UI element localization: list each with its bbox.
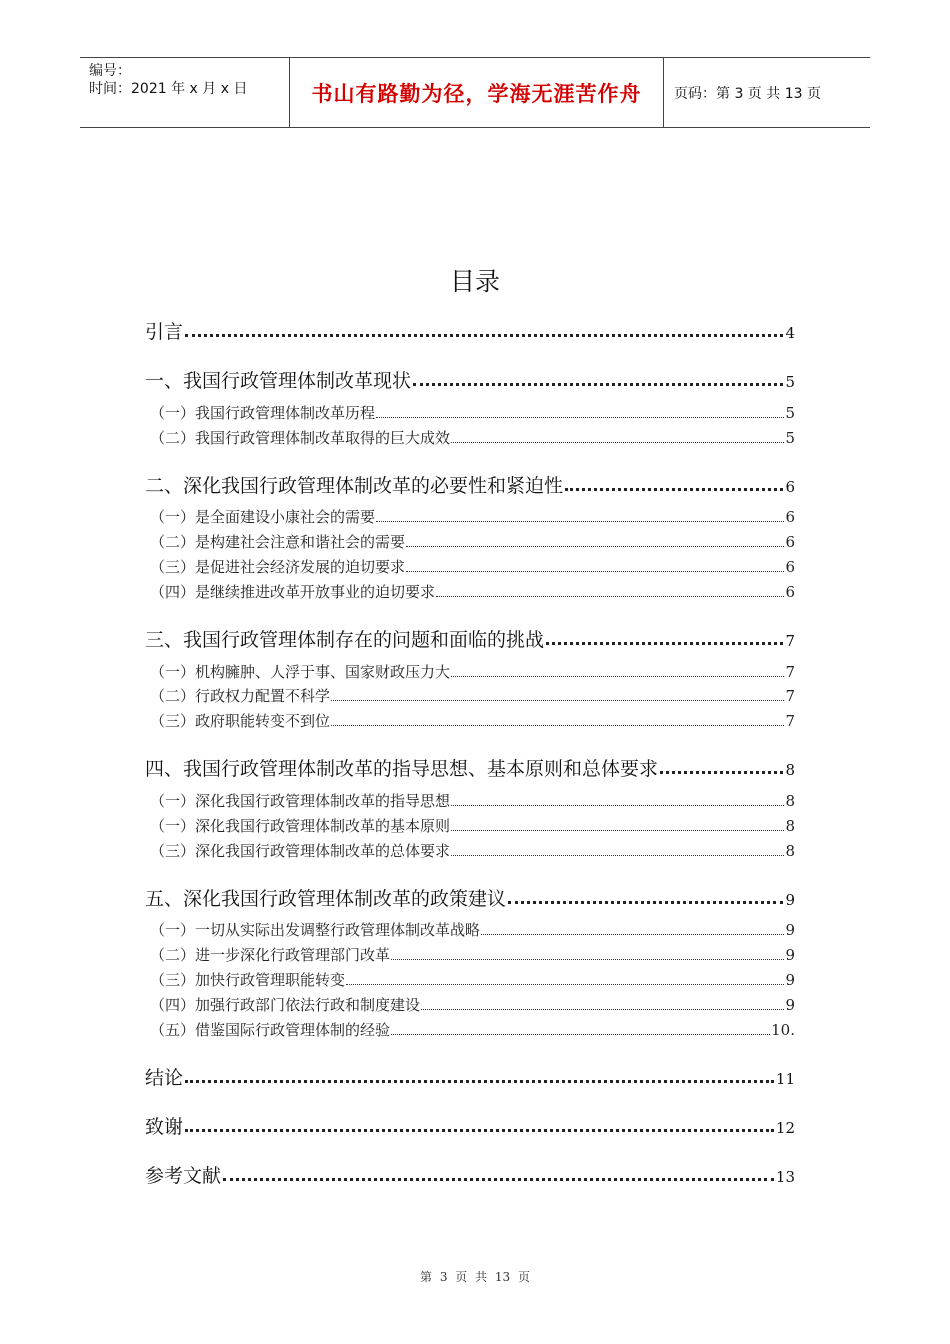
toc-subentry-page: 8: [785, 816, 795, 835]
toc-subentry[interactable]: [145, 787, 795, 812]
dot-leader: [451, 804, 784, 806]
dot-leader: [223, 1177, 774, 1181]
dot-leader: [391, 1033, 770, 1035]
toc-subentry[interactable]: [145, 812, 795, 837]
toc-subentry-label: （三）加快行政管理职能转变: [150, 970, 346, 989]
toc-entry-page: 5: [785, 373, 795, 391]
toc-subentry-page: 6: [785, 557, 795, 576]
toc-subsection-group: [145, 399, 795, 449]
toc-subentry-label: （三）深化我国行政管理体制改革的总体要求: [150, 841, 451, 860]
toc-entry-page: 4: [785, 324, 795, 342]
toc-subentry-label: （二）进一步深化行政管理部门改革: [150, 946, 391, 965]
toc-entry-page: 7: [785, 631, 795, 650]
toc-subentry[interactable]: [145, 991, 795, 1016]
toc-subsection-group: [145, 658, 795, 732]
toc-subentry-page: 5: [785, 403, 795, 422]
toc-subentry[interactable]: [145, 504, 795, 529]
toc-subentry[interactable]: [145, 966, 795, 991]
dot-leader: [406, 545, 784, 547]
dot-leader: [376, 416, 784, 418]
toc-entry[interactable]: [145, 1158, 795, 1188]
toc-subentry-label: （一）我国行政管理体制改革历程: [150, 403, 376, 422]
toc-subentry-label: （一）机构臃肿、人浮于事、国家财政压力大: [150, 662, 451, 681]
toc-subentry-label: （二）我国行政管理体制改革取得的巨大成效: [150, 428, 451, 447]
dot-leader: [421, 1008, 784, 1010]
toc-subentry[interactable]: [145, 424, 795, 449]
dot-leader: [346, 983, 784, 985]
toc-subentry-page: 6: [785, 533, 795, 552]
toc-subentry-label: （三）政府职能转变不到位: [150, 712, 331, 731]
toc-subentry-label: （二）是构建社会注意和谐社会的需要: [150, 533, 406, 552]
toc-entry[interactable]: [145, 751, 795, 781]
dot-leader: [391, 958, 784, 960]
dot-leader: [331, 699, 784, 701]
header-meta: [80, 58, 290, 127]
toc-subentry-page: 8: [785, 791, 795, 810]
toc-subentry-page: 7: [785, 712, 795, 731]
toc-subentry-page: 6: [785, 508, 795, 527]
toc-subentry-label: （一）是全面建设小康社会的需要: [150, 508, 376, 527]
toc-subentry[interactable]: [145, 1016, 795, 1041]
toc-subentry-label: （四）是继续推进改革开放事业的迫切要求: [150, 582, 436, 601]
toc-subentry[interactable]: [145, 917, 795, 942]
toc-subsection-group: [145, 787, 795, 861]
dot-leader: [451, 441, 784, 443]
toc-subentry[interactable]: [145, 707, 795, 732]
toc-entry-page: 8: [785, 761, 795, 780]
toc-entry-label: 三、我国行政管理体制存在的问题和面临的挑战: [145, 628, 545, 651]
toc-subentry[interactable]: [145, 528, 795, 553]
toc-entry-page: 13: [775, 1167, 795, 1186]
toc-entry-label: 结论: [145, 1066, 184, 1089]
toc-subentry[interactable]: [145, 578, 795, 603]
dot-leader: [546, 641, 783, 645]
toc-entry-label: 二、深化我国行政管理体制改革的必要性和紧迫性: [145, 474, 564, 497]
toc-entry-page: 12: [775, 1118, 795, 1137]
toc-entry[interactable]: [145, 363, 795, 393]
toc-subentry-label: （五）借鉴国际行政管理体制的经验: [150, 1020, 391, 1039]
document-header: [80, 57, 870, 128]
toc-entry-page: 9: [785, 890, 795, 909]
dot-leader: [331, 724, 784, 726]
toc-title: 目录: [449, 267, 500, 296]
toc-subentry-label: （二）行政权力配置不科学: [150, 687, 331, 706]
dot-leader: [508, 900, 783, 904]
toc-subentry-label: （四）加强行政部门依法行政和制度建设: [150, 995, 421, 1014]
header-motto: 书山有路勤为径，学海无涯苦作舟: [290, 58, 664, 127]
page-footer: 第 3 页 共 13 页: [420, 1270, 530, 1284]
dot-leader: [451, 675, 784, 677]
dot-leader: [451, 854, 784, 856]
toc-subentry-label: （三）是促进社会经济发展的迫切要求: [150, 557, 406, 576]
toc-subentry-page: 5: [785, 428, 795, 447]
toc-entry[interactable]: [145, 1109, 795, 1139]
toc-entry-label: 参考文献: [145, 1164, 222, 1187]
toc-subentry[interactable]: [145, 399, 795, 424]
toc-subentry-page: 9: [785, 921, 795, 940]
toc-subsection-group: [145, 917, 795, 1041]
toc-subentry-page: 9: [785, 995, 795, 1014]
toc-subentry-label: （一）深化我国行政管理体制改革的基本原则: [150, 816, 451, 835]
toc-entry[interactable]: [145, 622, 795, 652]
toc-entry-label: 引言: [145, 321, 184, 343]
dot-leader: [413, 382, 783, 386]
toc-subentry[interactable]: [145, 658, 795, 683]
toc-entry-label: 致谢: [145, 1115, 184, 1138]
dot-leader: [481, 933, 784, 935]
dot-leader: [376, 520, 784, 522]
toc-entry[interactable]: [145, 1060, 795, 1090]
toc-subentry[interactable]: [145, 837, 795, 862]
toc-subentry-page: 7: [785, 687, 795, 706]
dot-leader: [406, 570, 784, 572]
toc-entry-label: 一、我国行政管理体制改革现状: [145, 370, 412, 392]
toc-subentry-page: 9: [785, 970, 795, 989]
dot-leader: [185, 1079, 774, 1083]
document-time: 时间：2021 年 x 月 x 日: [89, 81, 248, 97]
toc-subsection-group: [145, 504, 795, 603]
header-page-info: 页码：第 3 页 共 13 页: [674, 85, 821, 102]
toc-entry-page: 6: [785, 477, 795, 496]
table-of-contents: [145, 314, 795, 1188]
toc-entry-label: 五、深化我国行政管理体制改革的政策建议: [145, 887, 507, 910]
toc-entry-label: 四、我国行政管理体制改革的指导思想、基本原则和总体要求: [145, 758, 659, 781]
toc-subentry-page: 6: [785, 582, 795, 601]
toc-entry[interactable]: [145, 314, 795, 344]
toc-subentry[interactable]: [145, 553, 795, 578]
toc-subentry-label: （一）深化我国行政管理体制改革的指导思想: [150, 791, 451, 810]
dot-leader: [185, 1128, 774, 1132]
toc-subentry-page: 10.: [771, 1020, 795, 1039]
toc-subentry[interactable]: [145, 683, 795, 708]
dot-leader: [451, 829, 784, 831]
toc-subentry-label: （一）一切从实际出发调整行政管理体制改革战略: [150, 921, 481, 940]
toc-entry-page: 11: [775, 1069, 795, 1088]
document-number-label: 编号：: [89, 63, 131, 79]
toc-subentry-page: 8: [785, 841, 795, 860]
toc-subentry-page: 7: [785, 662, 795, 681]
toc-subentry-page: 9: [785, 946, 795, 965]
toc-subentry[interactable]: [145, 941, 795, 966]
dot-leader: [660, 770, 783, 774]
dot-leader: [185, 333, 783, 337]
toc-entry[interactable]: [145, 468, 795, 498]
dot-leader: [436, 595, 784, 597]
dot-leader: [565, 487, 783, 491]
toc-entry[interactable]: [145, 881, 795, 911]
